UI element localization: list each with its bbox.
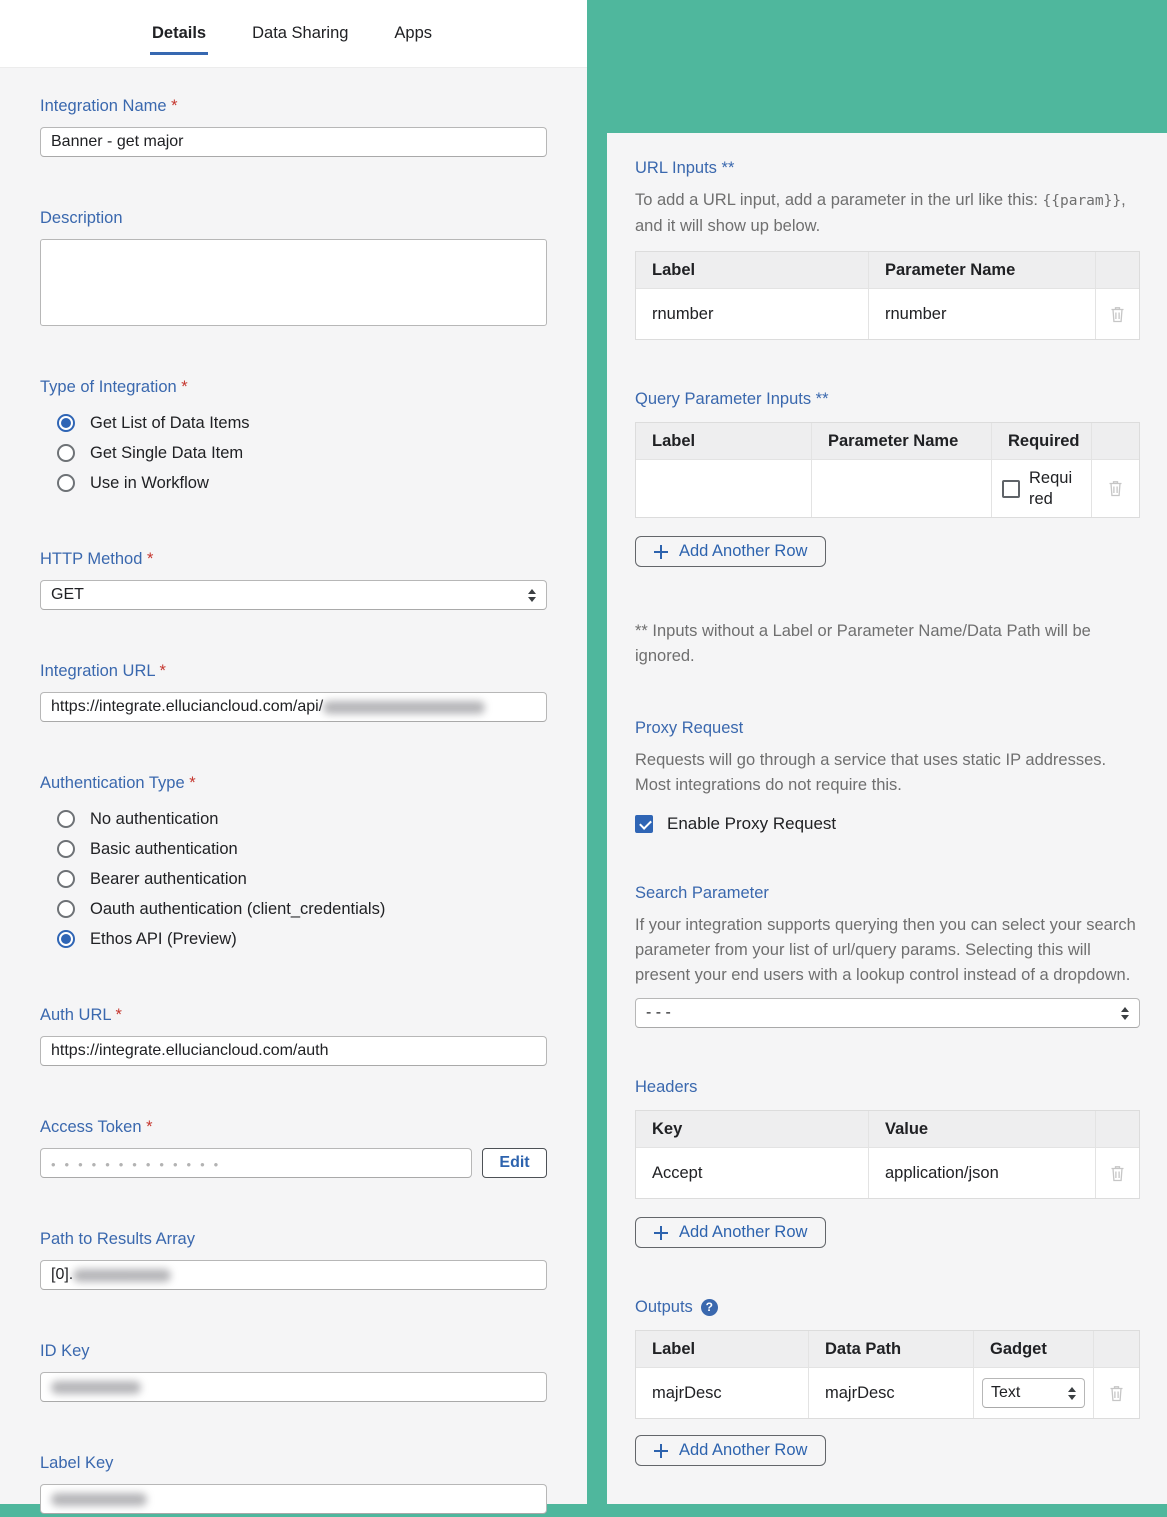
auth-url-label: Auth URL * <box>40 1006 122 1024</box>
table-row <box>636 459 1139 517</box>
integration-name-input[interactable]: Banner - get major <box>40 127 547 157</box>
radio-get-list-of-data-items[interactable]: Get List of Data Items <box>57 408 547 438</box>
auth-url-input[interactable]: https://integrate.elluciancloud.com/auth <box>40 1036 547 1066</box>
required-asterisk: * <box>147 550 154 568</box>
help-icon[interactable]: ? <box>701 1299 718 1316</box>
radio-button-icon[interactable] <box>57 900 75 918</box>
label-key-input[interactable] <box>40 1484 547 1514</box>
inputs-ignored-note: ** Inputs without a Label or Parameter Name/Data Path will be ignored. <box>635 622 1091 665</box>
http-method-field <box>40 548 547 610</box>
integration-url-input[interactable]: https://integrate.elluciancloud.com/api/ <box>40 692 547 722</box>
tab-details[interactable]: Details <box>152 24 207 42</box>
add-another-row-button[interactable]: Add Another Row <box>635 1435 826 1466</box>
query-parameter-inputs-section <box>635 388 1140 567</box>
required-checkbox-label: Required <box>1029 468 1073 508</box>
proxy-request-title: Proxy Request <box>635 719 744 737</box>
search-parameter-section <box>635 882 1140 1028</box>
query-parameter-cell[interactable] <box>811 460 991 517</box>
delete-row-button[interactable] <box>1093 1368 1139 1418</box>
gadget-select[interactable]: Text <box>982 1378 1085 1408</box>
table-row <box>636 1367 1139 1418</box>
request-settings-panel <box>607 133 1167 1504</box>
enable-proxy-label: Enable Proxy Request <box>667 814 837 833</box>
proxy-request-description: Requests will go through a service that uses static IP addresses. Most integrations do not require this. <box>635 751 1107 794</box>
required-asterisk: * <box>115 1006 122 1024</box>
radio-button-icon[interactable] <box>57 840 75 858</box>
enable-proxy-request-row[interactable] <box>635 814 1140 834</box>
proxy-request-section <box>635 717 1140 834</box>
label-key-field <box>40 1452 547 1514</box>
search-parameter-select[interactable]: - - - <box>635 998 1140 1028</box>
tab-bar <box>0 0 587 68</box>
table-header-row: Key Value <box>636 1111 1139 1147</box>
url-inputs-help-text: To add a URL input, add a parameter in the url like this: {{param}}, and it will show up below. <box>635 191 1126 235</box>
header-value-cell[interactable]: application/json <box>868 1148 1095 1198</box>
radio-no-authentication[interactable]: No authentication <box>57 804 547 834</box>
query-parameter-inputs-table <box>635 422 1140 518</box>
type-of-integration-field <box>40 376 547 498</box>
id-key-field <box>40 1340 547 1402</box>
http-method-select[interactable]: GET <box>40 580 547 610</box>
delete-row-button[interactable] <box>1095 289 1139 339</box>
param-code: {{param}} <box>1042 193 1122 209</box>
http-method-label: HTTP Method * <box>40 550 154 568</box>
table-header-row: Label Parameter Name <box>636 252 1139 288</box>
integration-name-label: Integration Name * <box>40 97 178 115</box>
integration-url-field <box>40 660 547 722</box>
access-token-field <box>40 1116 547 1178</box>
label-key-label: Label Key <box>40 1454 114 1472</box>
radio-use-in-workflow[interactable]: Use in Workflow <box>57 468 547 498</box>
add-another-row-button[interactable]: Add Another Row <box>635 536 826 567</box>
add-another-row-button[interactable]: Add Another Row <box>635 1217 826 1248</box>
table-header-row: Label Parameter Name Required <box>636 423 1139 459</box>
access-token-input[interactable] <box>40 1148 472 1178</box>
redacted-url-segment <box>323 701 485 714</box>
radio-bearer-authentication[interactable]: Bearer authentication <box>57 864 547 894</box>
id-key-label: ID Key <box>40 1342 90 1360</box>
url-inputs-section <box>635 157 1140 340</box>
required-asterisk: * <box>146 1118 153 1136</box>
radio-button-icon[interactable] <box>57 444 75 462</box>
headers-table <box>635 1110 1140 1199</box>
edit-token-button[interactable]: Edit <box>482 1148 547 1178</box>
description-label: Description <box>40 209 123 227</box>
radio-button-icon[interactable] <box>57 870 75 888</box>
path-to-results-label: Path to Results Array <box>40 1230 195 1248</box>
id-key-input[interactable] <box>40 1372 547 1402</box>
query-required-cell <box>991 460 1091 517</box>
outputs-table <box>635 1330 1140 1419</box>
radio-oauth-authentication[interactable]: Oauth authentication (client_credentials) <box>57 894 547 924</box>
redacted-id-key <box>51 1381 141 1394</box>
output-gadget-cell <box>973 1368 1093 1418</box>
description-field <box>40 207 547 326</box>
required-asterisk: * <box>181 378 188 396</box>
authentication-type-field <box>40 772 547 954</box>
plus-icon <box>654 1226 668 1240</box>
outputs-title: Outputs <box>635 1298 693 1316</box>
output-data-path-cell[interactable]: majrDesc <box>808 1368 973 1418</box>
delete-row-button[interactable] <box>1091 460 1139 517</box>
authentication-type-label: Authentication Type * <box>40 774 196 792</box>
table-header-row: Label Data Path Gadget <box>636 1331 1139 1367</box>
details-panel <box>0 0 587 1504</box>
select-arrows-icon <box>528 589 536 602</box>
search-parameter-title: Search Parameter <box>635 884 769 902</box>
query-parameter-inputs-title: Query Parameter Inputs ** <box>635 390 829 408</box>
url-inputs-table <box>635 251 1140 340</box>
masked-token-dots: ••••••••••••• <box>51 1156 228 1172</box>
radio-button-icon[interactable] <box>57 474 75 492</box>
redacted-path-segment <box>73 1269 171 1282</box>
redacted-label-key <box>51 1493 147 1506</box>
tab-data-sharing[interactable]: Data Sharing <box>252 24 349 42</box>
url-inputs-title: URL Inputs ** <box>635 159 735 177</box>
table-row <box>636 1147 1139 1198</box>
delete-row-button[interactable] <box>1095 1148 1139 1198</box>
select-arrows-icon <box>1068 1387 1076 1400</box>
radio-button-icon[interactable] <box>57 414 75 432</box>
integration-name-field <box>40 95 547 157</box>
trash-icon <box>1110 306 1125 323</box>
search-parameter-description: If your integration supports querying then you can select your search parameter from your list of url/query params. Selecting this will present your end users with a lookup control instead of a dropdown. <box>635 916 1136 984</box>
radio-ethos-api-preview[interactable]: Ethos API (Preview) <box>57 924 547 954</box>
trash-icon <box>1110 1165 1125 1182</box>
path-to-results-input[interactable]: [0]. <box>40 1260 547 1290</box>
query-label-cell[interactable] <box>636 460 811 517</box>
required-checkbox[interactable] <box>1002 480 1020 498</box>
required-asterisk: * <box>189 774 196 792</box>
access-token-label: Access Token * <box>40 1118 153 1136</box>
description-textarea[interactable] <box>40 239 547 326</box>
table-row <box>636 288 1139 339</box>
output-label-cell[interactable]: majrDesc <box>636 1368 808 1418</box>
trash-icon <box>1109 1385 1124 1402</box>
url-input-label-cell[interactable]: rnumber <box>636 289 868 339</box>
enable-proxy-checkbox[interactable] <box>635 815 653 833</box>
path-to-results-field <box>40 1228 547 1290</box>
header-key-cell[interactable]: Accept <box>636 1148 868 1198</box>
required-asterisk: * <box>159 662 166 680</box>
radio-get-single-data-item[interactable]: Get Single Data Item <box>57 438 547 468</box>
plus-icon <box>654 1444 668 1458</box>
select-arrows-icon <box>1121 1007 1129 1020</box>
headers-title: Headers <box>635 1078 698 1096</box>
radio-button-icon[interactable] <box>57 810 75 828</box>
type-of-integration-label: Type of Integration * <box>40 378 188 396</box>
auth-url-field <box>40 1004 547 1066</box>
required-asterisk: * <box>171 97 178 115</box>
radio-basic-authentication[interactable]: Basic authentication <box>57 834 547 864</box>
headers-section <box>635 1076 1140 1248</box>
radio-button-icon[interactable] <box>57 930 75 948</box>
plus-icon <box>654 545 668 559</box>
outputs-section <box>635 1296 1140 1466</box>
tab-apps[interactable]: Apps <box>394 24 433 42</box>
trash-icon <box>1108 480 1123 497</box>
integration-url-label: Integration URL * <box>40 662 166 680</box>
url-input-parameter-cell[interactable]: rnumber <box>868 289 1095 339</box>
